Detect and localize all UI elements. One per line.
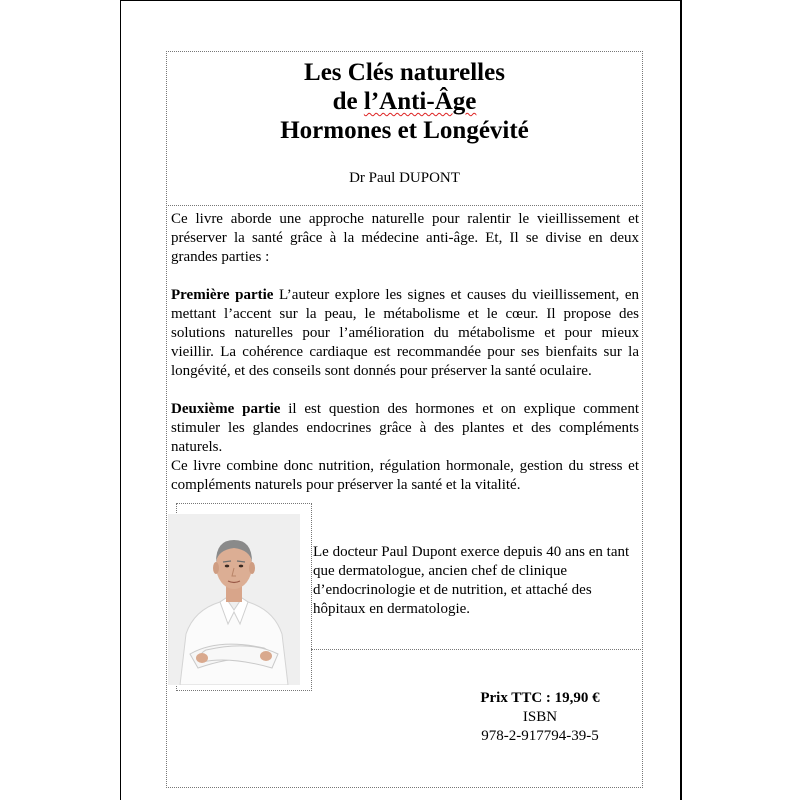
author-portrait-image bbox=[168, 514, 300, 685]
price-block bbox=[420, 689, 660, 746]
description-part-1 bbox=[171, 286, 639, 381]
price: Prix TTC : 19,90 € bbox=[480, 690, 600, 706]
title-line-3: Hormones et Longévité bbox=[280, 117, 529, 144]
isbn-number: 978-2-917794-39-5 bbox=[481, 728, 599, 744]
part-1-label: Première partie bbox=[171, 287, 274, 303]
part-1-text: L’auteur explore les signes et causes du vieillissement, en mettant l’accent sur la peau, le métabolisme et le cœur. Il propose des solutions naturelles pour l’amélioration du métabolisme et pour mieux vieillir. La cohérence cardiaque est recommandée pour ses bienfaits sur la longévité, et des conseils sont donnés pour préserver la santé oculaire. bbox=[171, 287, 639, 379]
divider bbox=[311, 649, 643, 650]
title-line-2-text: de l’Anti-Âge bbox=[332, 88, 477, 115]
title-line-2 bbox=[166, 87, 643, 116]
author-name: Dr Paul DUPONT bbox=[349, 170, 460, 186]
title-line-1: Les Clés naturelles bbox=[304, 59, 505, 86]
author-bio: Le docteur Paul Dupont exerce depuis 40 ans en tant que dermatologue, ancien chef de clinique d’endocrinologie et de nutrition, et attaché des hôpitaux en dermatologie. bbox=[313, 544, 630, 617]
description-conclusion: Ce livre combine donc nutrition, régulation hormonale, gestion du stress et compléments naturels pour préserver la santé et la vitalité. bbox=[171, 458, 639, 493]
description-intro: Ce livre aborde une approche naturelle pour ralentir le vieillissement et préserver la santé grâce à la médecine anti-âge. Et, Il se divise en deux grandes parties : bbox=[171, 211, 639, 265]
book-title bbox=[166, 58, 643, 145]
isbn-label: ISBN bbox=[522, 709, 558, 725]
part-2-label: Deuxième partie bbox=[171, 401, 281, 417]
author-photo bbox=[168, 514, 300, 685]
title-block bbox=[166, 51, 643, 206]
part-2-text: il est question des hormones et on explique comment stimuler les glandes endocrines grâce à des plantes et des compléments naturels. bbox=[171, 401, 639, 455]
description-part-2 bbox=[171, 400, 639, 457]
book-description bbox=[171, 210, 639, 495]
